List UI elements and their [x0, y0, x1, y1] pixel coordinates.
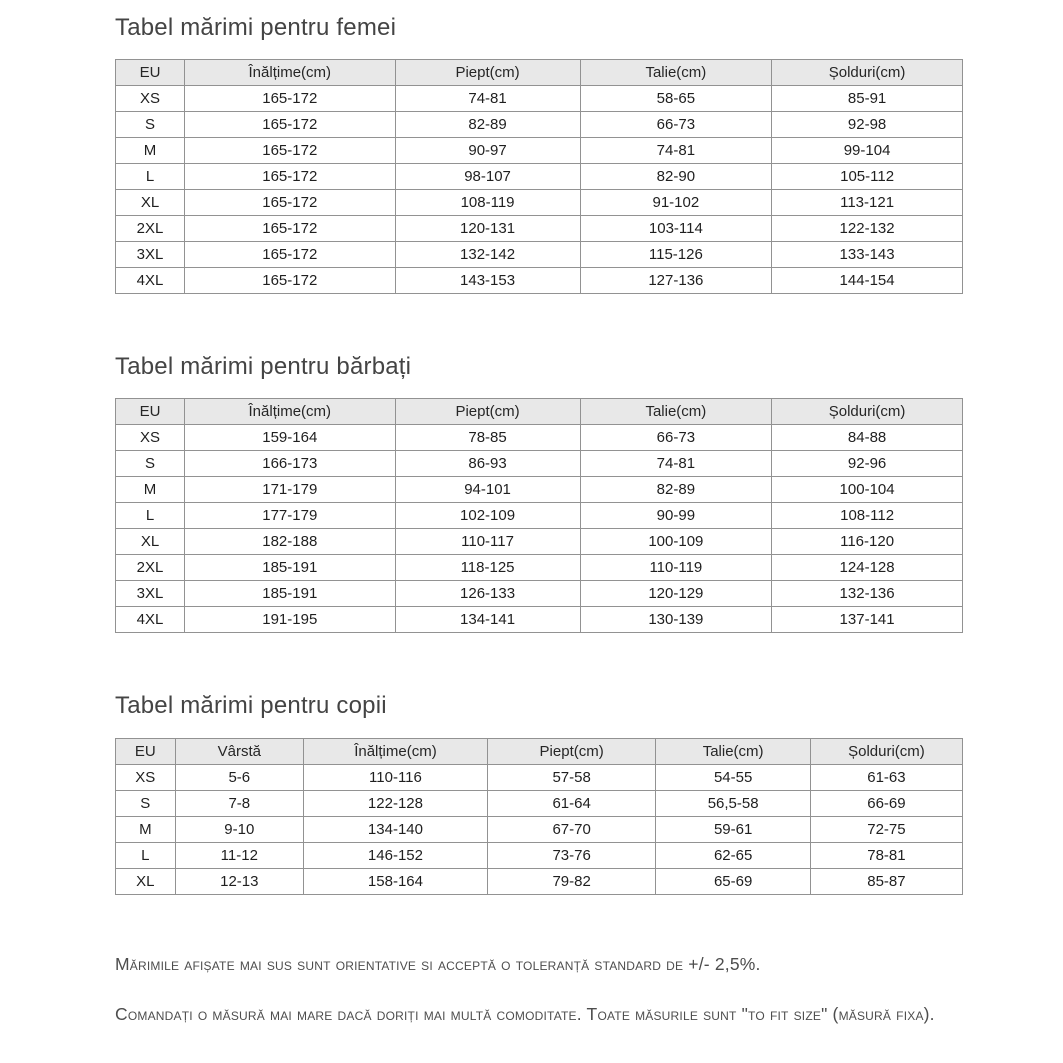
table-cell: 12-13: [175, 868, 303, 894]
column-header: EU: [116, 60, 185, 86]
column-header: Talie(cm): [656, 738, 811, 764]
table-cell: 85-91: [772, 86, 963, 112]
table-cell: 3XL: [116, 242, 185, 268]
table-cell: XS: [116, 86, 185, 112]
table-row: [116, 164, 963, 190]
table-cell: L: [116, 503, 185, 529]
table-row: [116, 868, 963, 894]
table-row: [116, 790, 963, 816]
table-cell: 185-191: [185, 581, 396, 607]
column-header: Șolduri(cm): [772, 60, 963, 86]
table-cell: 78-85: [395, 425, 580, 451]
table-row: [116, 842, 963, 868]
column-header: Înălțime(cm): [185, 399, 396, 425]
table-cell: 61-64: [487, 790, 655, 816]
table-cell: S: [116, 790, 176, 816]
table-cell: 91-102: [580, 190, 772, 216]
table-row: [116, 816, 963, 842]
table-cell: 110-119: [580, 555, 772, 581]
table-cell: 4XL: [116, 268, 185, 294]
table-cell: 86-93: [395, 451, 580, 477]
table-cell: 165-172: [185, 242, 396, 268]
table-cell: 165-172: [185, 164, 396, 190]
table-cell: 9-10: [175, 816, 303, 842]
table-cell: 171-179: [185, 477, 396, 503]
table-cell: 74-81: [395, 86, 580, 112]
table-cell: 122-128: [303, 790, 487, 816]
table-cell: 191-195: [185, 607, 396, 633]
table-row: [116, 268, 963, 294]
table-cell: 90-97: [395, 138, 580, 164]
table-cell: 92-96: [772, 451, 963, 477]
note-order-advice: Comandați o măsură mai mare dacă doriți mai multă comoditate. Toate măsurile sunt "to fit size" (măsură fixa).: [115, 1003, 935, 1024]
table-cell: 185-191: [185, 555, 396, 581]
table-cell: 57-58: [487, 764, 655, 790]
table-cell: 59-61: [656, 816, 811, 842]
table-cell: 115-126: [580, 242, 772, 268]
table-cell: M: [116, 477, 185, 503]
table-row: [116, 607, 963, 633]
table-cell: 58-65: [580, 86, 772, 112]
table-cell: 165-172: [185, 268, 396, 294]
men-size-table: [115, 398, 963, 633]
table-cell: 73-76: [487, 842, 655, 868]
table-cell: 127-136: [580, 268, 772, 294]
table-cell: 143-153: [395, 268, 580, 294]
table-cell: S: [116, 451, 185, 477]
table-cell: 2XL: [116, 216, 185, 242]
table-cell: 177-179: [185, 503, 396, 529]
table-cell: 110-116: [303, 764, 487, 790]
table-cell: 74-81: [580, 138, 772, 164]
table-cell: 118-125: [395, 555, 580, 581]
table-cell: 82-90: [580, 164, 772, 190]
section-title-children: Tabel mărimi pentru copii: [115, 692, 387, 720]
table-cell: 72-75: [810, 816, 962, 842]
column-header: Înălțime(cm): [185, 60, 396, 86]
table-row: [116, 764, 963, 790]
column-header: Talie(cm): [580, 60, 772, 86]
table-cell: 146-152: [303, 842, 487, 868]
table-cell: 5-6: [175, 764, 303, 790]
table-cell: 113-121: [772, 190, 963, 216]
column-header: EU: [116, 738, 176, 764]
column-header: Vârstă: [175, 738, 303, 764]
table-cell: 90-99: [580, 503, 772, 529]
table-cell: 110-117: [395, 529, 580, 555]
table-cell: 165-172: [185, 216, 396, 242]
table-cell: 159-164: [185, 425, 396, 451]
table-cell: 65-69: [656, 868, 811, 894]
table-cell: 120-129: [580, 581, 772, 607]
table-cell: 166-173: [185, 451, 396, 477]
table-cell: 137-141: [772, 607, 963, 633]
table-cell: 124-128: [772, 555, 963, 581]
table-cell: L: [116, 164, 185, 190]
table-cell: 11-12: [175, 842, 303, 868]
table-cell: 103-114: [580, 216, 772, 242]
table-cell: 132-142: [395, 242, 580, 268]
table-row: [116, 190, 963, 216]
table-cell: 100-104: [772, 477, 963, 503]
header-row: [116, 399, 963, 425]
table-cell: 79-82: [487, 868, 655, 894]
table-row: [116, 477, 963, 503]
table-row: [116, 529, 963, 555]
column-header: EU: [116, 399, 185, 425]
column-header: Talie(cm): [580, 399, 772, 425]
table-cell: 94-101: [395, 477, 580, 503]
table-cell: 165-172: [185, 86, 396, 112]
table-cell: XL: [116, 190, 185, 216]
table-cell: 74-81: [580, 451, 772, 477]
table-row: [116, 555, 963, 581]
footnotes: [115, 952, 963, 1028]
table-cell: XL: [116, 868, 176, 894]
table-row: [116, 216, 963, 242]
table-cell: 126-133: [395, 581, 580, 607]
table-cell: 66-69: [810, 790, 962, 816]
table-cell: 61-63: [810, 764, 962, 790]
table-cell: XS: [116, 425, 185, 451]
table-cell: 78-81: [810, 842, 962, 868]
table-cell: 7-8: [175, 790, 303, 816]
table-cell: 120-131: [395, 216, 580, 242]
table-cell: 66-73: [580, 112, 772, 138]
table-cell: 134-141: [395, 607, 580, 633]
table-cell: 66-73: [580, 425, 772, 451]
table-cell: 132-136: [772, 581, 963, 607]
table-cell: 4XL: [116, 607, 185, 633]
table-cell: 165-172: [185, 138, 396, 164]
table-cell: 84-88: [772, 425, 963, 451]
table-cell: 82-89: [580, 477, 772, 503]
column-header: Piept(cm): [487, 738, 655, 764]
table-cell: 144-154: [772, 268, 963, 294]
table-cell: 122-132: [772, 216, 963, 242]
table-cell: 130-139: [580, 607, 772, 633]
section-title-men: Tabel mărimi pentru bărbați: [115, 353, 412, 381]
table-cell: 99-104: [772, 138, 963, 164]
children-size-table: [115, 738, 963, 895]
children-size-section: [115, 690, 963, 894]
table-cell: L: [116, 842, 176, 868]
table-row: [116, 138, 963, 164]
women-size-table: [115, 59, 963, 294]
note-tolerance: Mărimile afișate mai sus sunt orientative si acceptă o toleranță standard de +/- 2,5%.: [115, 953, 761, 974]
table-row: [116, 503, 963, 529]
table-cell: 3XL: [116, 581, 185, 607]
header-row: [116, 60, 963, 86]
men-size-section: [115, 351, 963, 633]
table-cell: 182-188: [185, 529, 396, 555]
column-header: Piept(cm): [395, 399, 580, 425]
column-header: Înălțime(cm): [303, 738, 487, 764]
table-cell: 67-70: [487, 816, 655, 842]
table-cell: 158-164: [303, 868, 487, 894]
table-cell: 82-89: [395, 112, 580, 138]
table-cell: XL: [116, 529, 185, 555]
table-row: [116, 451, 963, 477]
table-cell: 133-143: [772, 242, 963, 268]
section-title-women: Tabel mărimi pentru femei: [115, 14, 397, 41]
table-cell: 116-120: [772, 529, 963, 555]
table-cell: 54-55: [656, 764, 811, 790]
table-row: [116, 425, 963, 451]
column-header: Piept(cm): [395, 60, 580, 86]
table-cell: 165-172: [185, 112, 396, 138]
table-cell: M: [116, 816, 176, 842]
table-cell: 2XL: [116, 555, 185, 581]
table-cell: XS: [116, 764, 176, 790]
table-row: [116, 581, 963, 607]
table-cell: 92-98: [772, 112, 963, 138]
column-header: Șolduri(cm): [810, 738, 962, 764]
table-cell: 85-87: [810, 868, 962, 894]
table-cell: 108-119: [395, 190, 580, 216]
table-cell: 134-140: [303, 816, 487, 842]
table-row: [116, 112, 963, 138]
table-cell: 56,5-58: [656, 790, 811, 816]
table-row: [116, 242, 963, 268]
table-cell: 165-172: [185, 190, 396, 216]
table-cell: 102-109: [395, 503, 580, 529]
table-cell: S: [116, 112, 185, 138]
table-row: [116, 86, 963, 112]
table-cell: 100-109: [580, 529, 772, 555]
table-cell: M: [116, 138, 185, 164]
header-row: [116, 738, 963, 764]
table-cell: 62-65: [656, 842, 811, 868]
table-cell: 108-112: [772, 503, 963, 529]
table-cell: 98-107: [395, 164, 580, 190]
column-header: Șolduri(cm): [772, 399, 963, 425]
women-size-section: [115, 12, 963, 294]
table-cell: 105-112: [772, 164, 963, 190]
